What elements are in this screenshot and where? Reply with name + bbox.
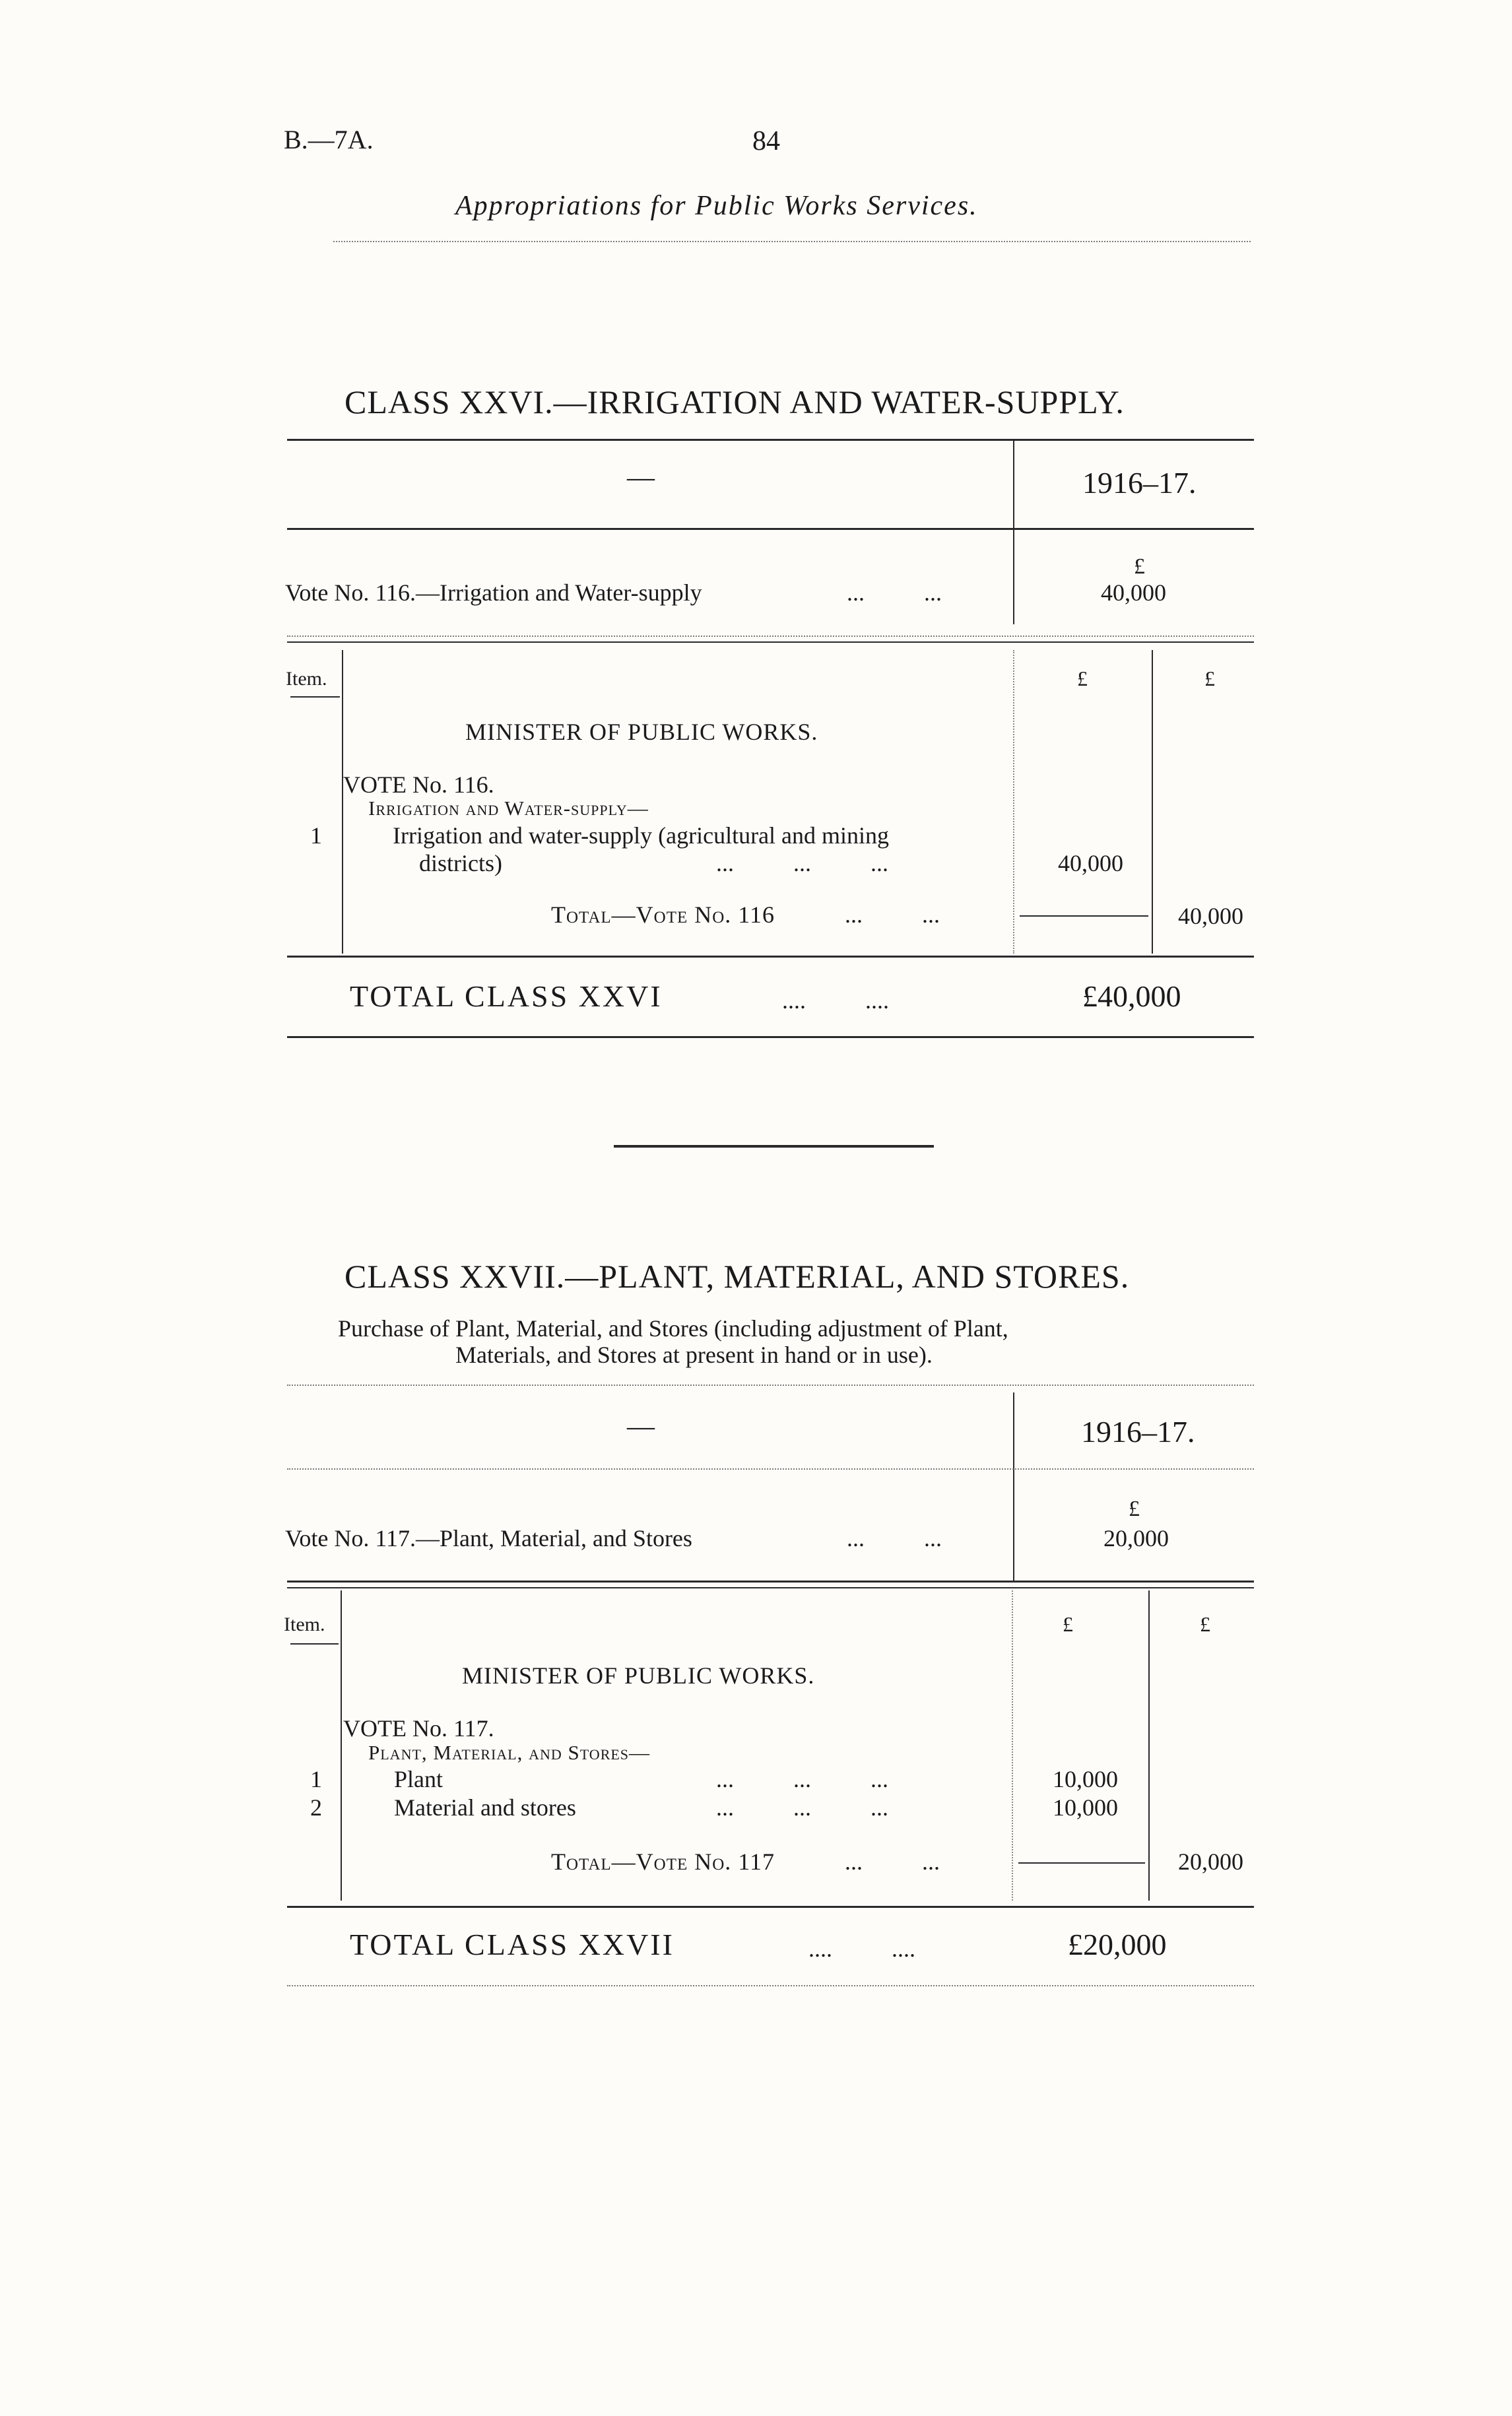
class27-col1-currency: £ bbox=[1063, 1612, 1073, 1636]
class27-total-vote-leader: ... ... bbox=[845, 1848, 940, 1875]
class27-item-header-rule bbox=[290, 1643, 339, 1645]
class27-detail-bottom-rule bbox=[287, 1906, 1254, 1908]
class27-vote-label: Vote No. 117.—Plant, Material, and Stores bbox=[285, 1525, 692, 1551]
class26-subtotal-rule bbox=[1020, 915, 1148, 917]
page-number: 84 bbox=[752, 126, 780, 156]
header-rule bbox=[333, 241, 1251, 242]
class27-minister: MINISTER OF PUBLIC WORKS. bbox=[462, 1662, 815, 1689]
class26-summary-bottom-rule bbox=[287, 636, 1254, 637]
class27-item-2-number: 2 bbox=[310, 1794, 322, 1821]
class27-total-vote-amount: 20,000 bbox=[1178, 1848, 1243, 1875]
class27-class-total-rule bbox=[287, 1985, 1254, 1986]
class26-item-header-rule bbox=[290, 696, 340, 698]
class26-summary-mid-rule bbox=[287, 528, 1254, 530]
class27-item-1-leader: ... ... ... bbox=[716, 1766, 888, 1792]
class26-summary-year: 1916–17. bbox=[1082, 466, 1197, 500]
class26-class-total-leader: .... .... bbox=[782, 987, 889, 1014]
class27-vote-heading: VOTE No. 117. bbox=[343, 1715, 494, 1742]
class26-class-total-amount: £40,000 bbox=[1082, 979, 1181, 1013]
class27-vote-amount: 20,000 bbox=[1103, 1525, 1169, 1551]
class26-col1-currency: £ bbox=[1077, 667, 1088, 690]
class26-summary-currency: £ bbox=[1134, 554, 1145, 579]
class27-amount-col-divider bbox=[1148, 1590, 1150, 1901]
class26-class-total-rule bbox=[287, 1036, 1254, 1038]
class26-item-header: Item. bbox=[286, 668, 327, 690]
class27-vote-leader: ... ... bbox=[847, 1525, 942, 1551]
class27-detail-top-rule-b bbox=[287, 1587, 1254, 1588]
class26-vote-amount: 40,000 bbox=[1101, 579, 1166, 606]
running-title: Appropriations for Public Works Services. bbox=[455, 191, 978, 221]
class27-subhead: Plant, Material, and Stores— bbox=[368, 1741, 651, 1764]
class27-summary-currency: £ bbox=[1129, 1497, 1140, 1521]
class27-col2-currency: £ bbox=[1200, 1612, 1210, 1636]
class26-total-vote-label: Total—Vote No. 116 bbox=[551, 901, 775, 928]
class27-text-col-divider bbox=[1012, 1590, 1013, 1901]
class26-item-1-line2: districts) bbox=[419, 850, 502, 876]
class27-total-vote-label: Total—Vote No. 117 bbox=[551, 1848, 775, 1875]
class27-item-1-amount: 10,000 bbox=[1053, 1766, 1118, 1792]
class26-vote-leader: ... ... bbox=[847, 579, 942, 606]
class26-summary-dash: — bbox=[627, 463, 655, 493]
class27-item-col-divider bbox=[341, 1590, 342, 1901]
class26-minister: MINISTER OF PUBLIC WORKS. bbox=[465, 719, 818, 745]
class27-subtotal-rule bbox=[1018, 1862, 1145, 1864]
class27-item-2-leader: ... ... ... bbox=[716, 1794, 888, 1821]
class26-class-total-label: TOTAL CLASS XXVI bbox=[350, 979, 663, 1013]
class26-vote-label: Vote No. 116.—Irrigation and Water-supply bbox=[285, 579, 702, 606]
class27-class-total-label: TOTAL CLASS XXVII bbox=[350, 1928, 674, 1961]
class26-summary-divider bbox=[1013, 441, 1014, 624]
class27-item-header: Item. bbox=[284, 1614, 325, 1635]
class27-item-1-number: 1 bbox=[310, 1766, 322, 1792]
class27-summary-mid-rule bbox=[287, 1468, 1254, 1470]
class26-col2-currency: £ bbox=[1204, 667, 1215, 690]
class27-description-line2: Materials, and Stores at present in hand or in use). bbox=[455, 1342, 933, 1368]
class26-total-vote-amount: 40,000 bbox=[1178, 903, 1243, 929]
class27-summary-year: 1916–17. bbox=[1081, 1415, 1195, 1449]
class26-item-1-number: 1 bbox=[310, 822, 322, 849]
class26-subhead: Irrigation and Water-supply— bbox=[368, 797, 649, 820]
class26-item-col-divider bbox=[342, 650, 343, 954]
class26-detail-top-rule bbox=[287, 641, 1254, 643]
class26-title: CLASS XXVI.—IRRIGATION AND WATER-SUPPLY. bbox=[345, 383, 1125, 420]
class27-description-line1: Purchase of Plant, Material, and Stores (including adjustment of Plant, bbox=[338, 1315, 1008, 1342]
class26-total-vote-leader: ... ... bbox=[845, 901, 940, 928]
class26-item-1-amount: 40,000 bbox=[1058, 850, 1123, 876]
class27-detail-top-rule-a bbox=[287, 1581, 1254, 1583]
class27-summary-divider bbox=[1013, 1392, 1014, 1581]
class27-item-2-label: Material and stores bbox=[394, 1794, 576, 1821]
class27-class-total-leader: .... .... bbox=[808, 1936, 915, 1962]
class26-detail-bottom-rule bbox=[287, 956, 1254, 958]
class26-summary-top-rule bbox=[287, 439, 1254, 441]
class27-summary-top-rule bbox=[287, 1385, 1254, 1386]
class26-item-1-leader: ... ... ... bbox=[716, 850, 888, 876]
class27-item-2-amount: 10,000 bbox=[1053, 1794, 1118, 1821]
class27-summary-dash: — bbox=[627, 1412, 655, 1442]
class26-amount-col-divider bbox=[1152, 650, 1153, 954]
class27-class-total-amount: £20,000 bbox=[1068, 1928, 1167, 1961]
class26-item-1-line1: Irrigation and water-supply (agricultural and mining bbox=[393, 822, 890, 849]
class26-vote-heading: VOTE No. 116. bbox=[343, 771, 494, 798]
class27-item-1-label: Plant bbox=[394, 1766, 444, 1792]
class26-text-col-divider bbox=[1013, 650, 1014, 954]
section-separator bbox=[614, 1145, 934, 1148]
page-ref: B.—7A. bbox=[284, 125, 374, 154]
class27-title: CLASS XXVII.—PLANT, MATERIAL, AND STORES. bbox=[345, 1258, 1130, 1295]
